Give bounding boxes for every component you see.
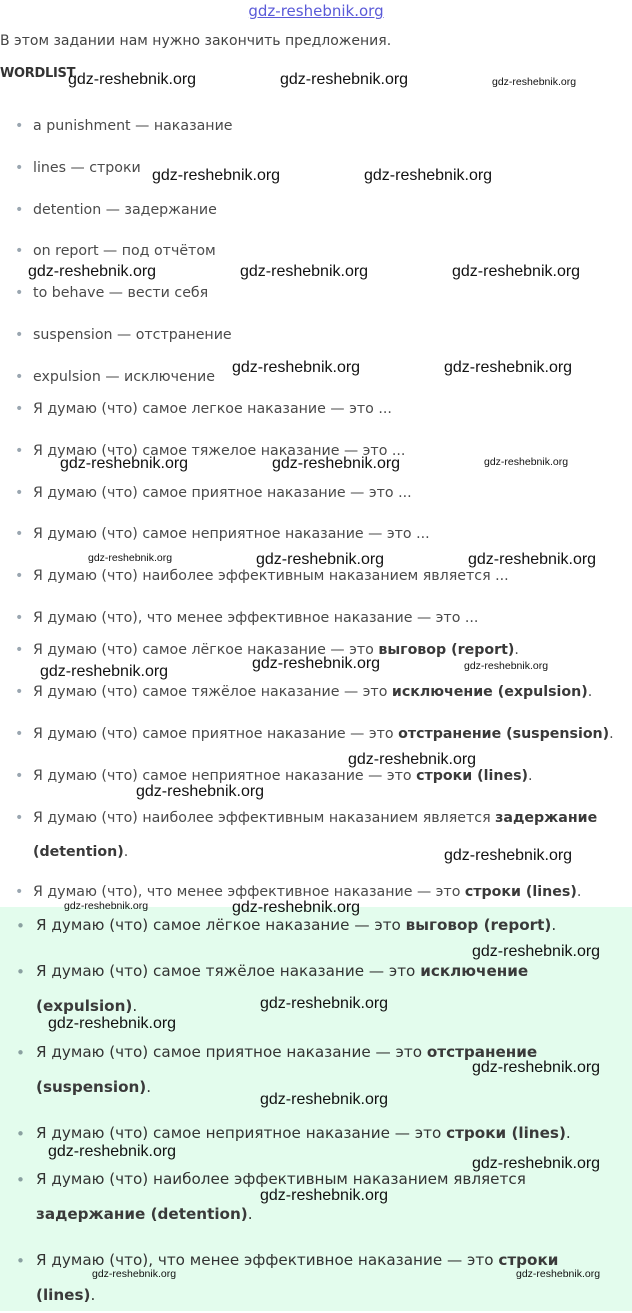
watermark: gdz-reshebnik.org	[240, 263, 369, 280]
watermark: gdz-reshebnik.org	[88, 552, 173, 564]
watermark: gdz-reshebnik.org	[472, 1059, 601, 1076]
watermark: gdz-reshebnik.org	[40, 663, 169, 680]
watermark: gdz-reshebnik.org	[444, 359, 573, 376]
watermark: gdz-reshebnik.org	[364, 167, 493, 184]
bullet-icon: •	[16, 963, 25, 981]
watermark: gdz-reshebnik.org	[252, 655, 381, 672]
bullet-icon: •	[15, 401, 24, 417]
watermark: gdz-reshebnik.org	[92, 1268, 177, 1280]
bullet-icon: •	[15, 443, 24, 459]
watermark: gdz-reshebnik.org	[472, 943, 601, 960]
watermark: gdz-reshebnik.org	[272, 455, 401, 472]
bullet-icon: •	[15, 768, 24, 784]
watermark: gdz-reshebnik.org	[136, 783, 265, 800]
bullet-icon: •	[15, 243, 24, 259]
bullet-icon: •	[15, 884, 24, 900]
watermark: gdz-reshebnik.org	[464, 660, 549, 672]
bullet-icon: •	[16, 1125, 25, 1143]
bullet-icon: •	[15, 568, 24, 584]
watermark: gdz-reshebnik.org	[152, 167, 281, 184]
watermark: gdz-reshebnik.org	[444, 847, 573, 864]
watermark: gdz-reshebnik.org	[232, 359, 361, 376]
watermark: gdz-reshebnik.org	[232, 899, 361, 916]
bullet-icon: •	[16, 917, 25, 935]
bullet-icon: •	[15, 160, 24, 176]
bullet-icon: •	[15, 327, 24, 343]
bullet-icon: •	[15, 610, 24, 626]
bullet-icon: •	[15, 485, 24, 501]
watermark: gdz-reshebnik.org	[348, 751, 477, 768]
bullet-icon: •	[16, 1252, 25, 1270]
watermark: gdz-reshebnik.org	[256, 551, 385, 568]
intro-text: В этом задании нам нужно закончить предложения.	[0, 33, 392, 49]
watermark: gdz-reshebnik.org	[48, 1015, 177, 1032]
site-link[interactable]: gdz-reshebnik.org	[248, 2, 384, 20]
watermark: gdz-reshebnik.org	[516, 1268, 601, 1280]
watermark: gdz-reshebnik.org	[68, 71, 197, 88]
bullet-icon: •	[15, 285, 24, 301]
bullet-icon: •	[15, 642, 24, 658]
watermark: gdz-reshebnik.org	[472, 1155, 601, 1172]
watermark: gdz-reshebnik.org	[280, 71, 409, 88]
watermark: gdz-reshebnik.org	[60, 455, 189, 472]
bullet-icon: •	[15, 202, 24, 218]
bullet-icon: •	[16, 1171, 25, 1189]
bullet-icon: •	[15, 810, 24, 826]
watermark: gdz-reshebnik.org	[260, 995, 389, 1012]
bullet-icon: •	[15, 726, 24, 742]
watermark: gdz-reshebnik.org	[48, 1143, 177, 1160]
watermark: gdz-reshebnik.org	[260, 1187, 389, 1204]
watermark: gdz-reshebnik.org	[468, 551, 597, 568]
watermark: gdz-reshebnik.org	[484, 456, 569, 468]
bullet-icon: •	[15, 369, 24, 385]
watermark: gdz-reshebnik.org	[452, 263, 581, 280]
bullet-icon: •	[15, 526, 24, 542]
wordlist-heading: WORDLIST	[0, 66, 76, 81]
watermark: gdz-reshebnik.org	[492, 76, 577, 88]
bullet-icon: •	[15, 118, 24, 134]
bullet-icon: •	[15, 684, 24, 700]
bullet-icon: •	[16, 1044, 25, 1062]
watermark: gdz-reshebnik.org	[64, 900, 149, 912]
watermark: gdz-reshebnik.org	[260, 1091, 389, 1108]
watermark: gdz-reshebnik.org	[28, 263, 157, 280]
